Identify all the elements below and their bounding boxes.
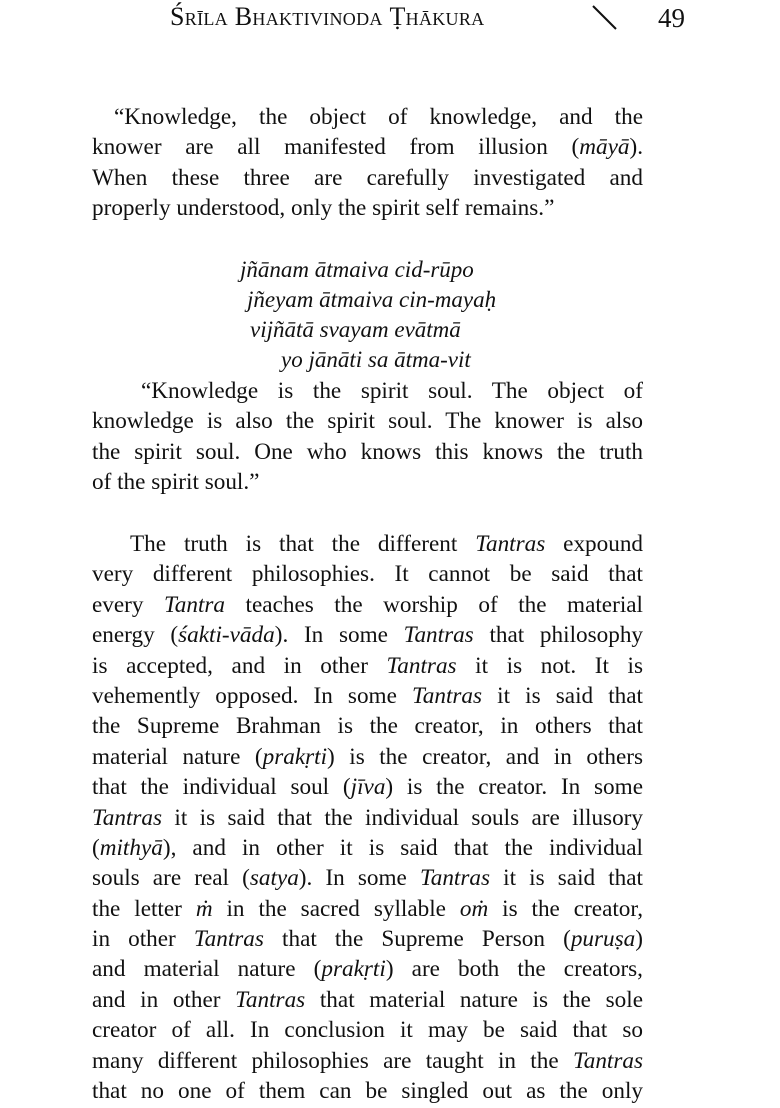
text-line: and in other Tantras that material nature is the sole	[92, 986, 643, 1013]
translation-paragraph	[92, 376, 643, 498]
text-line: of the spirit soul.”	[92, 469, 260, 496]
text-line: creator of all. In conclusion it may be said that so	[92, 1017, 643, 1044]
text-line: is accepted, and in other Tantras it is not. It is	[92, 652, 643, 679]
text-line: the Supreme Brahman is the creator, in others that	[92, 713, 643, 740]
text-line: properly understood, only the spirit self remains.”	[92, 195, 555, 222]
text-line: knowledge is also the spirit soul. The knower is also	[92, 408, 643, 435]
text-line: knower are all manifested from illusion (māyā).	[92, 134, 643, 161]
text-line: that the individual soul (jīva) is the creator. In some	[92, 774, 643, 801]
text-line: When these three are carefully investigated and	[92, 164, 643, 191]
text-line: (mithyā), and in other it is said that the individual	[92, 834, 643, 861]
text-line: energy (śakti-vāda). In some Tantras that philosophy	[92, 622, 644, 649]
header-ornament-slash	[590, 2, 620, 32]
text-line: material nature (prakṛti) is the creator, and in others	[92, 743, 643, 770]
text-line: vehemently opposed. In some Tantras it is said that	[92, 682, 643, 709]
text-line: The truth is that the different Tantras expound	[130, 531, 644, 557]
verse-line: jñeyam ātmaiva cin-mayaḥ	[247, 287, 497, 312]
running-title: Śrīla Bhaktivinoda Ṭhākura	[170, 2, 485, 31]
text-line: the letter ṁ in the sacred syllable oṁ is the creator,	[92, 895, 643, 922]
verse-line: jñānam ātmaiva cid-rūpo	[240, 257, 474, 282]
text-line: very different philosophies. It cannot be said that	[92, 561, 643, 588]
text-line: the spirit soul. One who knows this knows the truth	[92, 438, 643, 465]
body-paragraph	[92, 529, 643, 1106]
running-header	[170, 0, 620, 40]
text-line: in other Tantras that the Supreme Person (puruṣa)	[92, 926, 643, 953]
text-line: Tantras it is said that the individual souls are illusory	[92, 804, 643, 831]
text-line: and material nature (prakṛti) are both the creators,	[92, 956, 643, 983]
text-line: many different philosophies are taught in the Tantras	[92, 1047, 643, 1074]
text-line: souls are real (satya). In some Tantras it is said that	[92, 865, 643, 892]
verse-line: vijñātā svayam evātmā	[250, 317, 461, 342]
text-line: “Knowledge, the object of knowledge, and the	[114, 104, 643, 130]
text-line: “Knowledge is the spirit soul. The object of	[141, 378, 643, 404]
text-line: that no one of them can be singled out as the only	[92, 1078, 643, 1105]
quote-paragraph	[92, 102, 643, 224]
text-line: every Tantra teaches the worship of the material	[92, 591, 643, 618]
page-number: 49	[658, 3, 685, 33]
verse-line: yo jānāti sa ātma-vit	[281, 347, 471, 372]
